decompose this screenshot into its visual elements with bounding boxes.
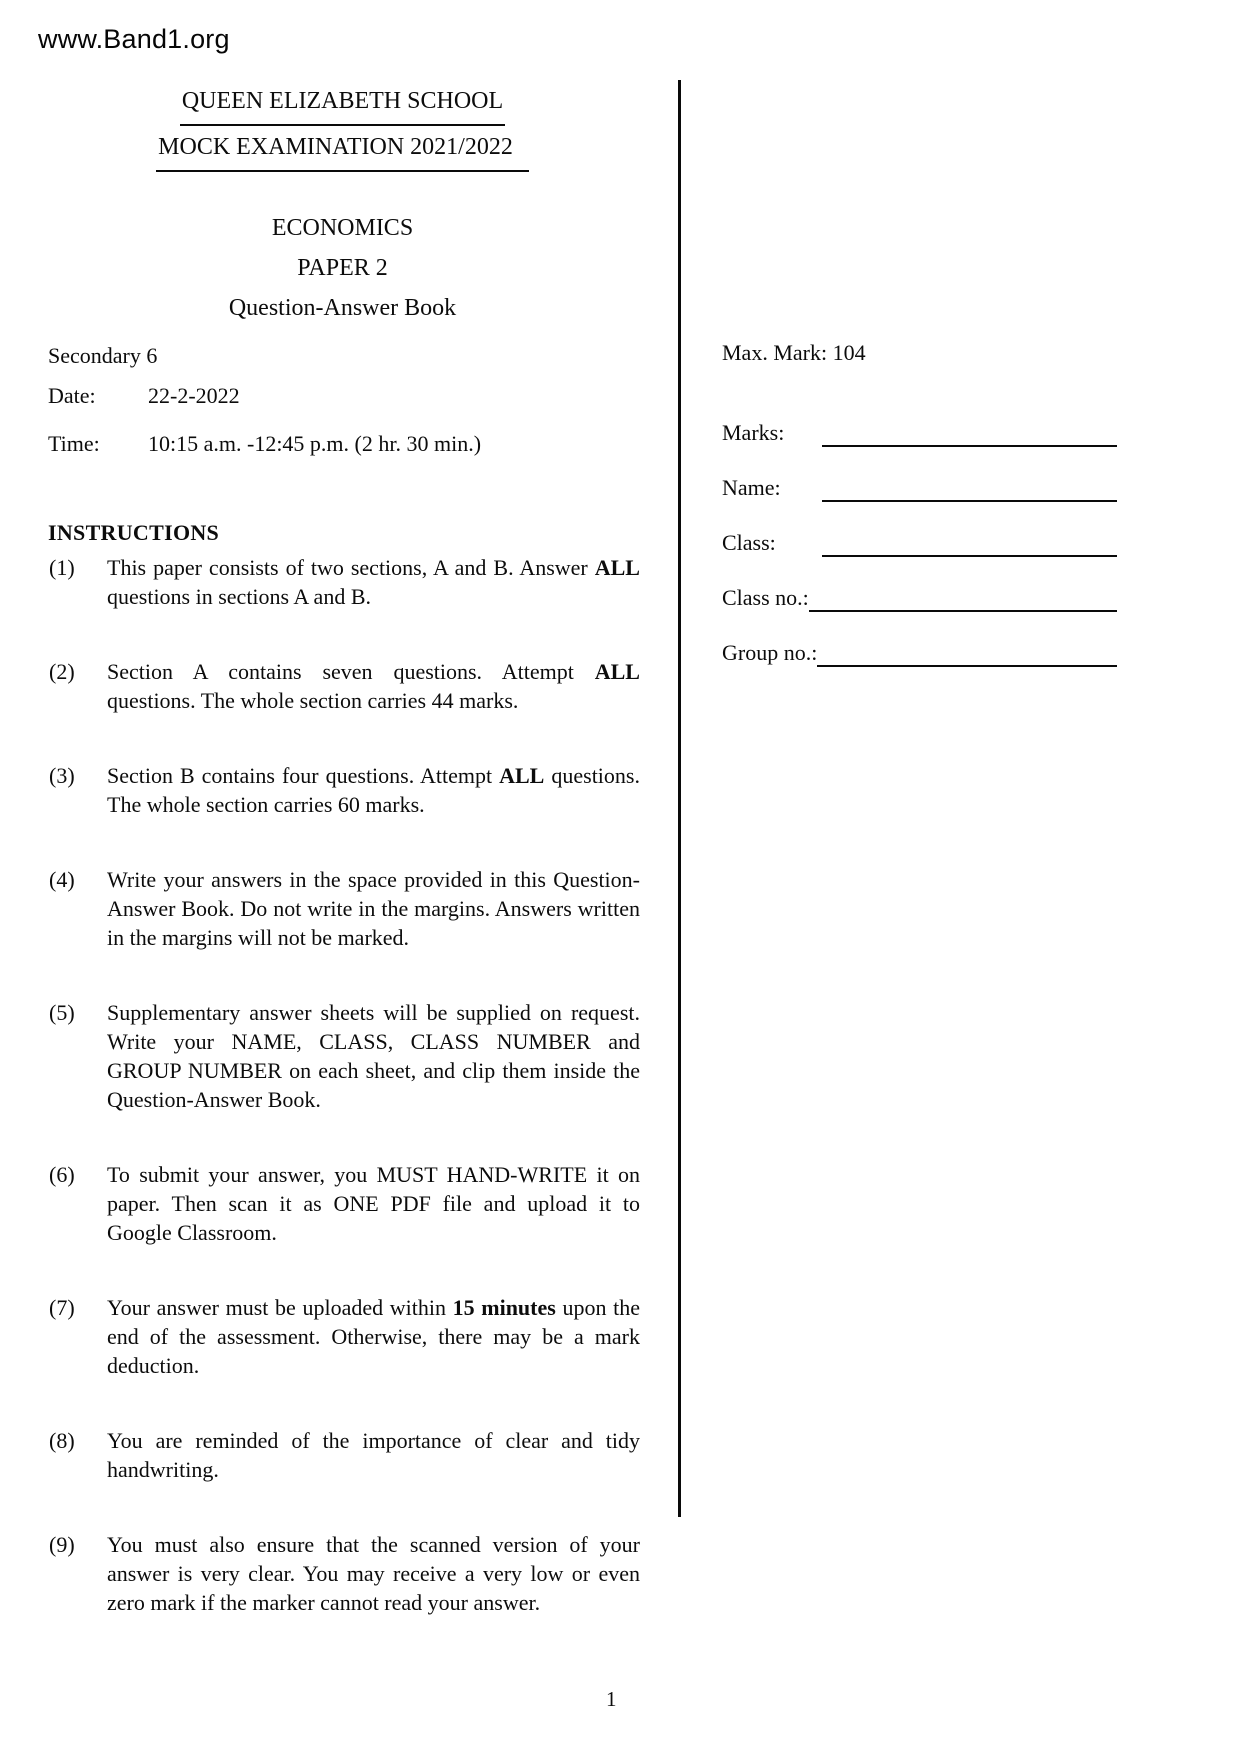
- instruction-item-1: [45, 553, 640, 611]
- field-name: [722, 472, 1117, 502]
- subject-name: ECONOMICS: [271, 215, 414, 241]
- instruction-text: [107, 657, 640, 715]
- text-segment-bold: 15 minutes: [452, 1295, 556, 1320]
- instructions-heading: INSTRUCTIONS: [48, 520, 220, 545]
- text-segment: Supplementary answer sheets will be supplied on request. Write your NAME, CLASS, CLASS NUMBER and GROUP NUMBER on each sheet, and clip them inside the Question-Answer Book.: [107, 1000, 640, 1112]
- instruction-text: [107, 1426, 640, 1484]
- instruction-number: (2): [49, 659, 75, 684]
- field-class-no: [722, 582, 1117, 612]
- class-label: Class:: [722, 530, 776, 555]
- exam-info-block: [45, 342, 640, 458]
- field-group-no: [722, 637, 1117, 667]
- marks-panel: [722, 339, 1117, 692]
- instruction-text: [107, 761, 640, 819]
- date-label: Date:: [48, 383, 96, 408]
- instruction-text: [107, 1293, 640, 1380]
- paper-number: PAPER 2: [297, 255, 388, 281]
- name-label: Name:: [722, 475, 781, 500]
- text-segment: questions. The whole section carries 60 marks.: [107, 763, 640, 817]
- instruction-item-3: [45, 761, 640, 819]
- marks-blank-line: [822, 419, 1117, 447]
- date-row: [45, 382, 640, 410]
- instruction-number: (3): [49, 763, 75, 788]
- text-segment: To submit your answer, you MUST HAND-WRITE it on paper. Then scan it as ONE PDF file and upload it to Google Classroom.: [107, 1162, 640, 1245]
- level-text: Secondary 6: [48, 343, 158, 368]
- title-block: [45, 80, 640, 172]
- instruction-item-8: [45, 1426, 640, 1484]
- instruction-text: [107, 1160, 640, 1247]
- field-class: [722, 527, 1117, 557]
- vertical-divider: [678, 80, 681, 1517]
- text-segment-bold: ALL: [594, 659, 640, 684]
- instruction-number: (5): [49, 1000, 75, 1025]
- date-value: 22-2-2022: [148, 383, 240, 408]
- instruction-item-4: [45, 865, 640, 952]
- instruction-text: [107, 553, 640, 611]
- instruction-item-5: [45, 998, 640, 1114]
- instruction-text: [107, 1530, 640, 1617]
- instruction-item-7: [45, 1293, 640, 1380]
- exam-name-line: [45, 126, 640, 172]
- fill-in-fields: [722, 417, 1117, 667]
- text-segment: This paper consists of two sections, A and B. Answer: [107, 555, 595, 580]
- text-segment: You must also ensure that the scanned version of your answer is very clear. You may receive a very low or even zero mark if the marker cannot read your answer.: [107, 1532, 640, 1615]
- instruction-number: (7): [49, 1295, 75, 1320]
- subject-block: [45, 208, 640, 328]
- instruction-item-6: [45, 1160, 640, 1247]
- instruction-text: [107, 865, 640, 952]
- instruction-number: (9): [49, 1532, 75, 1557]
- text-segment: Section A contains seven questions. Attempt: [107, 659, 595, 684]
- group-no-label: Group no.:: [722, 640, 818, 665]
- instruction-text: [107, 998, 640, 1114]
- book-type: Question-Answer Book: [228, 295, 457, 321]
- text-segment: upon the end of the assessment. Otherwise, there may be a mark deduction.: [107, 1295, 640, 1378]
- text-segment-bold: ALL: [499, 763, 545, 788]
- time-value: 10:15 a.m. -12:45 p.m. (2 hr. 30 min.): [148, 431, 482, 456]
- watermark-url: www.Band1.org: [38, 24, 230, 54]
- instruction-item-9: [45, 1530, 640, 1617]
- text-segment-bold: ALL: [594, 555, 640, 580]
- time-label: Time:: [48, 431, 100, 456]
- group-no-blank-line: [817, 639, 1117, 667]
- class-no-blank-line: [809, 584, 1117, 612]
- instruction-number: (6): [49, 1162, 75, 1187]
- exam-name: MOCK EXAMINATION 2021/2022: [156, 126, 529, 172]
- school-name-line: [45, 80, 640, 126]
- level-row: [45, 342, 640, 370]
- text-segment: Section B contains four questions. Attempt: [107, 763, 500, 788]
- text-segment: questions. The whole section carries 44 marks.: [107, 688, 519, 713]
- school-name: QUEEN ELIZABETH SCHOOL: [180, 80, 505, 126]
- instruction-number: (4): [49, 867, 75, 892]
- text-segment: questions in sections A and B.: [107, 584, 371, 609]
- field-marks: [722, 417, 1117, 447]
- page-number: 1: [606, 1687, 617, 1711]
- name-blank-line: [822, 474, 1117, 502]
- class-blank-line: [822, 529, 1117, 557]
- instruction-number: (1): [49, 555, 75, 580]
- max-mark-text: Max. Mark: 104: [722, 340, 866, 365]
- left-column: [45, 80, 640, 1663]
- instruction-item-2: [45, 657, 640, 715]
- text-segment: Write your answers in the space provided in this Question-Answer Book. Do not write in the margins. Answers written in the margins will not be marked.: [107, 867, 640, 950]
- text-segment: Your answer must be uploaded within: [107, 1295, 453, 1320]
- text-segment: You are reminded of the importance of clear and tidy handwriting.: [107, 1428, 640, 1482]
- instruction-number: (8): [49, 1428, 75, 1453]
- marks-label: Marks:: [722, 420, 785, 445]
- instructions-list: [45, 553, 640, 1617]
- class-no-label: Class no.:: [722, 585, 809, 610]
- time-row: [45, 430, 640, 458]
